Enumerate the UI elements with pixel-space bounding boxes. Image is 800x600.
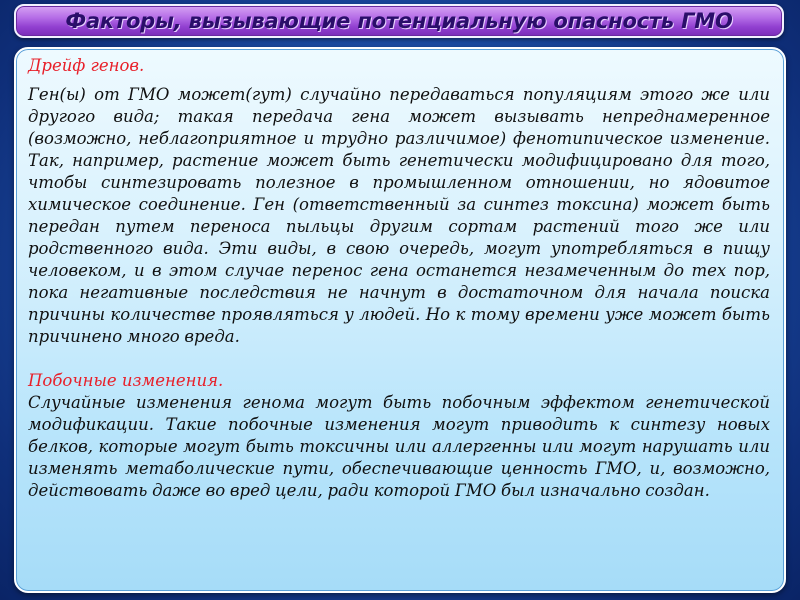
section-text-side-changes: Случайные изменения генома могут быть побочным эффектом генетической модификации. Такие побочные изменения могут приводить к синтезу новых белков, которые могут быть токсичны или аллергенны или могут нарушать или изменять метаболические пути, обеспечивающие ценность ГМО, и, возможно, действовать даже во вред цели, ради которой ГМО был изначально создан. [28, 393, 770, 500]
section-spacer [28, 348, 770, 370]
title-bar [14, 4, 784, 38]
section-text-gene-drift: Ген(ы) от ГМО может(гут) случайно передаваться популяциям этого же или другого вида; такая передача гена может вызывать непреднамеренное (возможно, неблагоприятное и трудно различимое) фенотипическое изменение. Так, например, растение может быть генетически модифицировано для того, чтобы синтезировать полезное в промышленном отношении, но ядовитое химическое соединение. Ген (ответственный за синтез токсина) может быть передан путем переноса пыльцы другим сортам растений того же или родственного вида. Эти виды, в свою очередь, могут употребляться в пищу человеком, и в этом случае перенос гена останется незамеченным до тех пор, пока негативные последствия не начнут в достаточном для начала поиска причины количестве проявляться у людей. Но к тому времени уже может быть причинено много вреда. [28, 85, 770, 346]
section-heading-gene-drift: Дрейф генов. [28, 56, 145, 75]
section-heading-side-changes: Побочные изменения. [28, 371, 224, 390]
content-box [14, 47, 786, 593]
slide-title: Факторы, вызывающие потенциальную опасность ГМО [65, 9, 733, 33]
